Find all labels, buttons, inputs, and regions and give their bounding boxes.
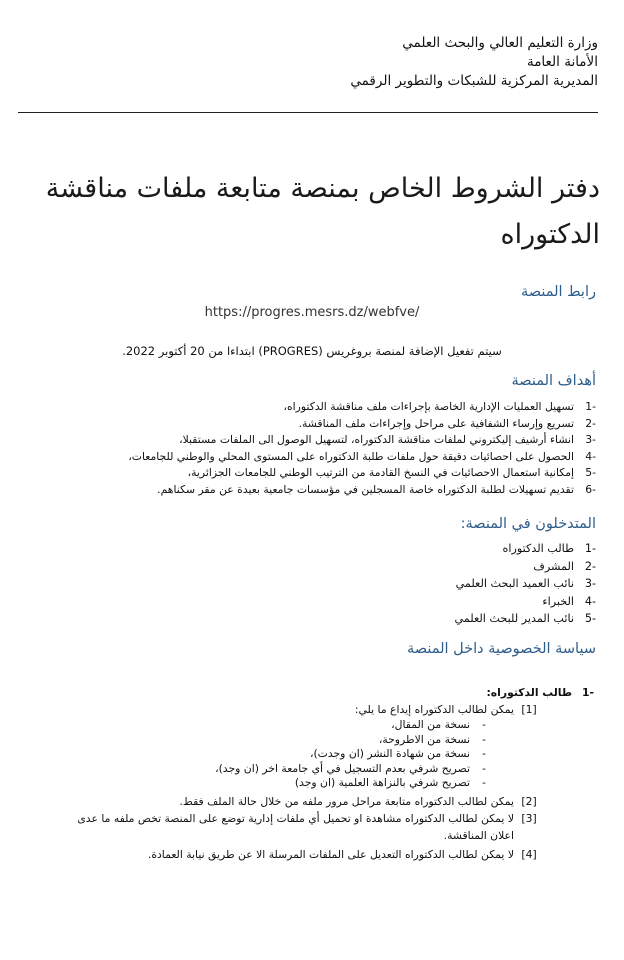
platform-link-heading: رابط المنصة [521,284,596,300]
actors-heading: المتدخلون في المنصة: [460,516,596,532]
item-text: تسريع وإرساء الشفافية على مراحل وإجراءات ملف المناقشة. [298,416,574,430]
item-number: -2 [585,416,596,430]
list-item [454,540,596,558]
privacy-item [74,793,544,810]
item-number: -1 [582,686,594,699]
student-title: طالب الدكتوراه: [486,686,572,699]
list-item [128,399,596,416]
item-number: -4 [585,449,596,463]
actors-list [454,540,596,628]
list-item [454,575,596,593]
dash: - [482,747,486,761]
item-text: طالب الدكتوراه [502,542,574,555]
deposit-list [74,718,498,791]
item-number: -1 [585,400,596,413]
goals-heading: أهداف المنصة [511,373,596,389]
item-text: نائب المدير للبحث العلمي [454,612,574,625]
item-number: -6 [585,482,596,496]
item-number: [2] [521,794,537,808]
list-item [74,718,498,733]
item-number: -3 [585,433,596,446]
item-number: -4 [584,594,596,608]
item-number: -1 [584,542,596,555]
item-number: [4] [521,847,537,861]
list-item [454,558,596,576]
list-item [128,432,596,449]
item-number: -2 [584,559,596,573]
item-number: [3] [521,811,537,825]
item-text: نائب العميد البحث العلمي [455,577,574,590]
dash: - [482,732,486,746]
item-text: تصريح شرفي بالنزاهة العلمية (ان وجد) [294,776,470,790]
item-text: الحصول على احصائيات دقيقة حول ملفات طلبة الدكتوراه على المستوى المحلي والوطني للجامعات، [128,449,574,463]
title-line-1: دفتر الشروط الخاص بمنصة متابعة ملفات مناقشة [45,173,600,204]
list-item [454,610,596,628]
list-item [128,482,596,499]
goals-list [128,399,596,498]
title-line-2: الدكتوراه [500,219,600,250]
privacy-heading: سياسة الخصوصية داخل المنصة [406,641,596,657]
item-text: تصريح شرفي بعدم التسجيل في أي جامعة اخر (ان وجد)، [215,761,470,775]
item-text: المشرف [533,559,574,573]
item-text: لا يمكن لطالب الدكتوراه التعديل على الملفات المرسلة الا عن طريق نيابة العمادة. [147,847,514,861]
header-divider [18,112,598,113]
list-item [74,762,498,777]
activation-note: سيتم تفعيل الإضافة لمنصة بروغريس (PROGRES) ابتداءا من 20 أكتوبر 2022. [122,344,502,358]
item-text: تسهيل العمليات الإدارية الخاصة بإجراءات ملف مناقشة الدكتوراه، [283,400,574,413]
dash: - [482,718,486,731]
item-number: [1] [521,703,537,716]
privacy-item [74,701,544,718]
item-text: إمكانية استعمال الاحصائيات في النسخ القادمة من الترتيب الوطني للجامعات الجزائرية، [187,466,574,479]
general-secretariat: الأمانة العامة [526,54,598,70]
list-item [128,416,596,433]
list-item [74,776,498,791]
list-item [128,465,596,482]
dash: - [482,776,486,790]
privacy-section [74,684,594,863]
list-item [454,593,596,611]
item-number: -5 [585,466,596,479]
item-number: -3 [584,577,596,590]
item-text: لا يمكن لطالب الدكتوراه مشاهدة او تحميل أي ملفات إدارية توضع على المنصة تخص ملفه ما عدى اعلان المناقشة. [77,811,514,842]
document-title [20,166,600,258]
ministry-name: وزارة التعليم العالي والبحث العلمي [402,35,598,51]
item-text: الخبراء [542,594,574,608]
item-text: نسخة من شهادة النشر (ان وجدت)، [309,747,470,761]
item-text: انشاء أرشيف إليكتروني لملفات مناقشة الدكتوراه، لتسهيل الوصول الى الملفات مستقبلا، [179,433,574,446]
item-text: يمكن لطالب الدكتوراه متابعة مراحل مرور ملفه من خلال حالة الملف فقط. [179,794,514,808]
ministry-header [350,34,598,91]
list-item [74,747,498,762]
privacy-item [74,810,544,844]
list-item [74,733,498,748]
platform-url[interactable]: https://progres.mesrs.dz/webfve/ [204,305,420,320]
dash: - [482,761,486,775]
item-text: يمكن لطالب الدكتوراه إيداع ما يلي: [354,703,514,716]
item-text: نسخة من المقال، [391,718,470,731]
student-subheading [74,684,594,701]
privacy-item [74,846,544,863]
item-number: -5 [584,612,596,625]
directorate-name: المديرية المركزية للشبكات والتطوير الرقمي [350,73,598,89]
item-text: تقديم تسهيلات لطلبة الدكتوراه خاصة المسجلين في مؤسسات جامعية بعيدة عن مقر سكناهم. [157,482,574,496]
list-item [128,449,596,466]
item-text: نسخة من الاطروحة، [378,732,470,746]
